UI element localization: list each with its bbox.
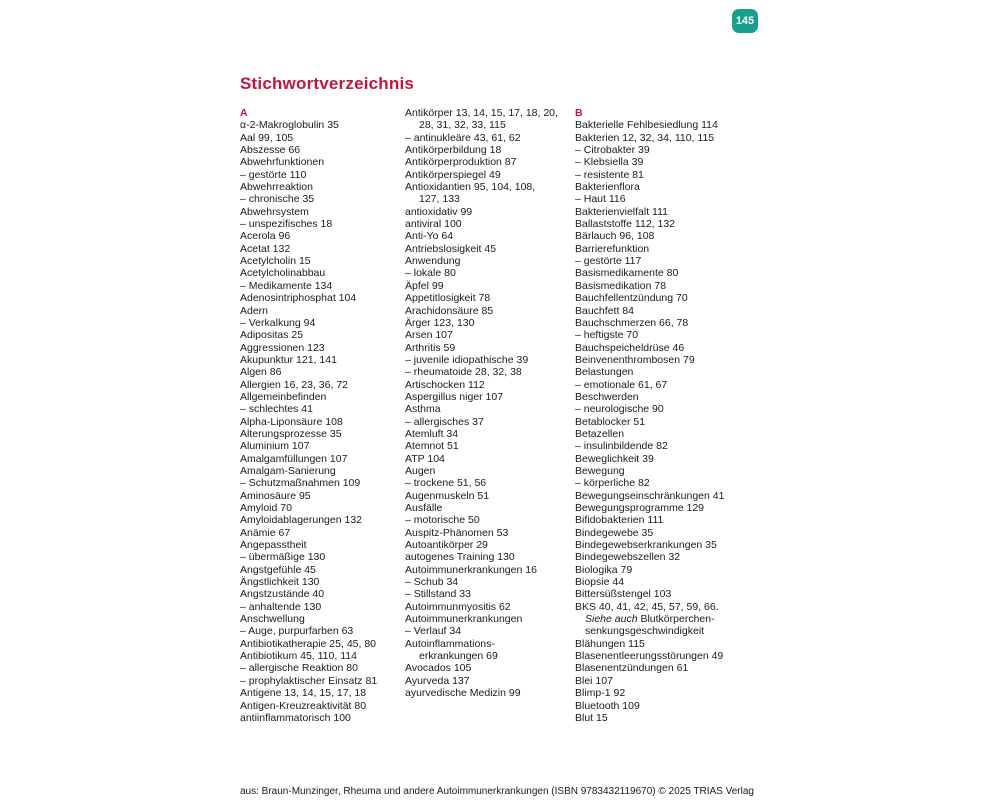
- index-entry: – körperliche 82: [575, 477, 650, 490]
- index-entry: Bifidobakterien 111: [575, 514, 664, 527]
- index-entry: antiviral 100: [405, 218, 462, 231]
- index-entry: erkrankungen 69: [419, 650, 498, 663]
- index-entry: Avocados 105: [405, 662, 472, 675]
- index-entry: – Schutzmaßnahmen 109: [240, 477, 361, 490]
- index-entry: senkungsgeschwindigkeit: [585, 625, 705, 638]
- index-entry: – Klebsiella 39: [575, 156, 644, 169]
- index-entry: Angepasstheit: [240, 539, 307, 552]
- index-entry: Biologika 79: [575, 563, 633, 576]
- index-entry: BKS 40, 41, 42, 45, 57, 59, 66.: [575, 600, 719, 613]
- index-entry: Bewegungseinschränkungen 41: [575, 489, 725, 502]
- index-entry: Augen: [405, 464, 436, 477]
- index-columns: [240, 107, 760, 724]
- index-entry: 127, 133: [419, 193, 460, 206]
- index-entry: Acetylcholin 15: [240, 255, 311, 268]
- index-entry: antiinflammatorisch 100: [240, 711, 351, 724]
- index-entry: Blei 107: [575, 674, 613, 687]
- index-entry: – unspezifisches 18: [240, 218, 333, 231]
- index-entry: – Haut 116: [575, 193, 626, 206]
- index-entry: – motorische 50: [405, 514, 480, 527]
- index-entry: Autoimmunerkrankungen: [405, 613, 523, 626]
- index-entry: Anschwellung: [240, 613, 305, 626]
- letter-heading: A: [240, 107, 248, 119]
- index-entry: antioxidativ 99: [405, 205, 473, 218]
- index-entry: – anhaltende 130: [240, 600, 322, 613]
- index-entry: Amyloidablagerungen 132: [240, 514, 363, 527]
- index-entry: Artischocken 112: [405, 378, 485, 391]
- index-entry: Atemluft 34: [405, 427, 459, 440]
- index-entry: – prophylaktischer Einsatz 81: [240, 674, 378, 687]
- page-title: Stichwortverzeichnis: [240, 74, 415, 93]
- index-entry: Antibiotikatherapie 25, 45, 80: [240, 637, 377, 650]
- index-entry: Acerola 96: [240, 230, 291, 243]
- index-entry: Autoimmunerkrankungen 16: [405, 563, 537, 576]
- index-entry: Antigene 13, 14, 15, 17, 18: [240, 687, 367, 700]
- index-entry: Bauchspeicheldrüse 46: [575, 341, 685, 354]
- index-entry: Biopsie 44: [575, 576, 625, 589]
- index-entry: Antikörper 13, 14, 15, 17, 18, 20,: [405, 107, 558, 119]
- index-entry: – Verkalkung 94: [240, 316, 316, 329]
- index-entry: Bauchschmerzen 66, 78: [575, 316, 689, 329]
- index-entry: Ärger 123, 130: [405, 316, 475, 329]
- index-entry: ayurvedische Medizin 99: [405, 687, 521, 700]
- index-entry: – resistente 81: [575, 168, 644, 181]
- index-entry: Angstzustände 40: [240, 588, 325, 601]
- index-entry: Autoinflammations-: [405, 637, 495, 650]
- index-entry: Bewegungsprogramme 129: [575, 502, 704, 514]
- index-entry: Bewegung: [575, 464, 625, 477]
- index-entry: Aminosäure 95: [240, 489, 311, 502]
- index-entry: Ballaststoffe 112, 132: [575, 218, 676, 231]
- index-entry: Alterungsprozesse 35: [240, 427, 342, 440]
- index-entry: Auspitz-Phänomen 53: [405, 526, 509, 539]
- index-entry: – gestörte 117: [575, 255, 642, 268]
- index-entry: Acetat 132: [240, 242, 291, 255]
- index-entry: Autoantikörper 29: [405, 539, 488, 552]
- index-entry: Antioxidantien 95, 104, 108,: [405, 181, 536, 194]
- index-entry: Antikörperspiegel 49: [405, 168, 501, 181]
- index-entry: Äpfel 99: [405, 279, 444, 292]
- index-entry: autogenes Training 130: [405, 551, 515, 564]
- index-entry: Amalgam-Sanierung: [240, 464, 336, 477]
- index-entry: Ängstlichkeit 130: [240, 576, 320, 589]
- index-entry: – Citrobakter 39: [575, 144, 650, 157]
- index-entry: Belastungen: [575, 366, 634, 379]
- index-entry: – gestörte 110: [240, 168, 307, 181]
- index-entry: – Verlauf 34: [405, 625, 462, 638]
- index-entry: Abwehrfunktionen: [240, 156, 325, 169]
- index-entry: Bluetooth 109: [575, 699, 640, 712]
- index-entry: α-2-Makroglobulin 35: [240, 119, 339, 132]
- page-number-badge: [732, 9, 758, 33]
- index-entry: Atemnot 51: [405, 440, 459, 453]
- index-entry: Arachidonsäure 85: [405, 304, 494, 317]
- index-entry: Allergien 16, 23, 36, 72: [240, 378, 348, 391]
- index-entry: – trockene 51, 56: [405, 477, 487, 490]
- page-number: 145: [735, 15, 755, 27]
- index-entry: Bakterienvielfalt 111: [575, 205, 668, 218]
- index-entry: Bärlauch 96, 108: [575, 230, 655, 243]
- index-entry: Allgemeinbefinden: [240, 390, 327, 403]
- index-entry: – emotionale 61, 67: [575, 378, 668, 391]
- index-entry: Bittersüßstengel 103: [575, 588, 672, 601]
- index-entry: Blasenentleerungsstörungen 49: [575, 650, 724, 663]
- index-entry: Anämie 67: [240, 526, 291, 539]
- index-entry: Antibiotikum 45, 110, 114: [240, 650, 357, 663]
- index-column-3: [575, 107, 760, 724]
- index-entry: – neurologische 90: [575, 403, 664, 416]
- index-entry: Abwehrsystem: [240, 205, 309, 218]
- index-entry: – heftigste 70: [575, 329, 639, 342]
- index-entry: – übermäßige 130: [240, 551, 326, 564]
- index-entry: 28, 31, 32, 33, 115: [419, 119, 506, 132]
- index-entry: Bindegewebserkrankungen 35: [575, 539, 717, 552]
- index-entry: Blasenentzündungen 61: [575, 662, 689, 675]
- index-entry: – Auge, purpurfarben 63: [240, 625, 354, 638]
- index-entry: Ausfälle: [405, 502, 443, 514]
- index-entry: Bindegewebszellen 32: [575, 551, 681, 564]
- index-entry: Adern: [240, 304, 269, 317]
- index-entry: – antinukleäre 43, 61, 62: [405, 131, 521, 144]
- index-entry: Siehe auch Blutkörperchen-: [585, 613, 715, 626]
- index-entry: Augenmuskeln 51: [405, 489, 490, 502]
- index-entry: Aal 99, 105: [240, 131, 294, 144]
- index-entry: Antikörperproduktion 87: [405, 156, 517, 169]
- index-entry: – schlechtes 41: [240, 403, 313, 416]
- index-entry: Asthma: [405, 403, 441, 416]
- letter-heading: B: [575, 107, 583, 119]
- index-entry: Anwendung: [405, 255, 461, 268]
- see-also-label: Siehe auch: [585, 613, 641, 626]
- index-entry: Algen 86: [240, 366, 282, 379]
- index-entry: Beschwerden: [575, 390, 639, 403]
- index-entry: – Schub 34: [405, 576, 459, 589]
- index-entry: ATP 104: [405, 452, 445, 465]
- index-entry: Beweglichkeit 39: [575, 452, 654, 465]
- index-entry: Angstgefühle 45: [240, 563, 316, 576]
- index-entry: Anti-Yo 64: [405, 230, 454, 243]
- index-entry: Barrierefunktion: [575, 242, 650, 255]
- index-entry: – chronische 35: [240, 193, 315, 206]
- index-entry: Blimp-1 92: [575, 687, 626, 700]
- index-entry: Basismedikation 78: [575, 279, 667, 292]
- index-entry: – Stillstand 33: [405, 588, 471, 601]
- index-entry: Basismedikamente 80: [575, 267, 679, 280]
- index-entry: – lokale 80: [405, 267, 456, 280]
- index-entry: Bindegewebe 35: [575, 526, 654, 539]
- index-entry: – allergisches 37: [405, 415, 484, 428]
- index-entry: Arsen 107: [405, 329, 453, 342]
- index-entry: Amyloid 70: [240, 502, 292, 514]
- index-entry: Antikörperbildung 18: [405, 144, 502, 157]
- index-entry: – Medikamente 134: [240, 279, 333, 292]
- index-entry: Blut 15: [575, 711, 608, 724]
- index-entry: Abwehrreaktion: [240, 181, 313, 194]
- index-entry: Antigen-Kreuzreaktivität 80: [240, 699, 367, 712]
- index-entry: Betazellen: [575, 427, 625, 440]
- index-entry: Abszesse 66: [240, 144, 301, 157]
- index-entry: Autoimmunmyositis 62: [405, 600, 511, 613]
- index-entry: Bauchfellentzündung 70: [575, 292, 688, 305]
- index-entry: Blähungen 115: [575, 637, 645, 650]
- index-entry: Aluminium 107: [240, 440, 310, 453]
- index-entry: – insulinbildende 82: [575, 440, 668, 453]
- index-entry: Ayurveda 137: [405, 674, 470, 687]
- index-entry: Adipositas 25: [240, 329, 304, 342]
- index-entry: Bakterienflora: [575, 181, 640, 194]
- index-entry: Bakterien 12, 32, 34, 110, 115: [575, 131, 715, 144]
- index-entry: Akupunktur 121, 141: [240, 353, 337, 366]
- footer-credit: aus: Braun-Munzinger, Rheuma und andere Autoimmunerkrankungen (ISBN 9783432119670) © 2025 TRIAS Verlag: [240, 786, 754, 797]
- index-entry: – juvenile idiopathische 39: [405, 353, 529, 366]
- index-entry: Betablocker 51: [575, 415, 646, 428]
- index-entry: Arthritis 59: [405, 341, 456, 354]
- index-entry: Adenosintriphosphat 104: [240, 292, 357, 305]
- index-entry: Aggressionen 123: [240, 341, 325, 354]
- index-column-2: [405, 107, 575, 700]
- index-entry: Alpha-Liponsäure 108: [240, 415, 343, 428]
- index-entry: Appetitlosigkeit 78: [405, 292, 491, 305]
- index-entry: Aspergillus niger 107: [405, 390, 504, 403]
- index-entry: – allergische Reaktion 80: [240, 662, 358, 675]
- index-entry: Acetylcholinabbau: [240, 267, 326, 280]
- index-column-1: [240, 107, 405, 724]
- index-entry: Bakterielle Fehlbesiedlung 114: [575, 119, 718, 132]
- index-entry: – rheumatoide 28, 32, 38: [405, 366, 522, 379]
- index-entry: Antriebslosigkeit 45: [405, 242, 497, 255]
- index-entry: Amalgamfüllungen 107: [240, 452, 348, 465]
- index-entry: Beinvenenthrombosen 79: [575, 353, 695, 366]
- index-entry: Bauchfett 84: [575, 304, 634, 317]
